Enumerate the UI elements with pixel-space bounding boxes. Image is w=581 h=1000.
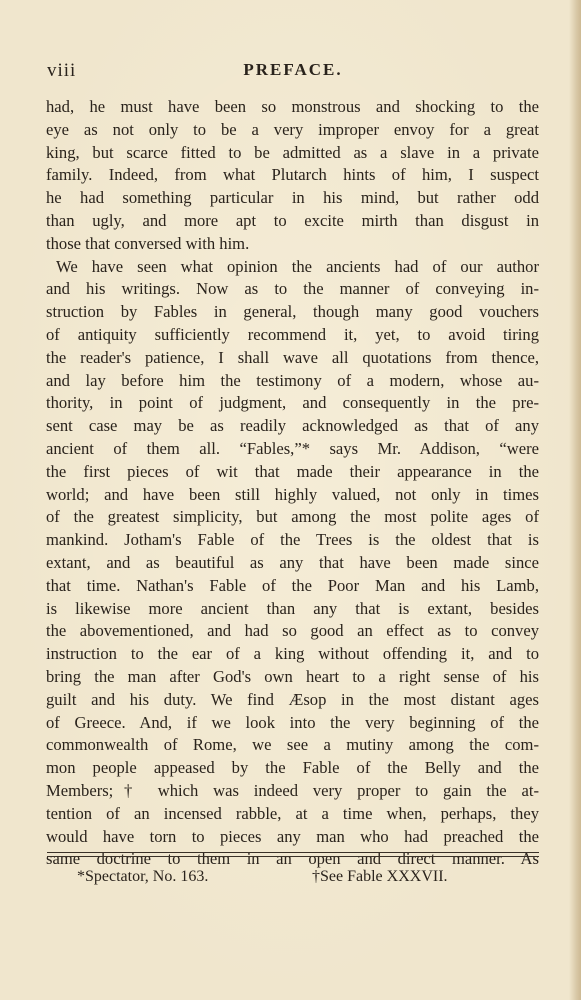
body-text <box>46 96 539 871</box>
paragraph <box>46 256 539 872</box>
text-line: he had something particular in his mind, but rather odd <box>46 188 539 208</box>
text-line: king, but scarce fitted to be admitted as a slave in a private <box>46 142 539 162</box>
text-line: Members;† which was indeed very proper to gain the at- <box>46 780 539 800</box>
text-line: same doctrine to them in an open and direct manner. As <box>46 849 539 869</box>
text-line: eye as not only to be a very improper envoy for a great <box>46 119 539 139</box>
text-line: of Greece. And, if we look into the very beginning of the <box>46 712 539 732</box>
text-line: and lay before him the testimony of a modern, whose au- <box>46 370 539 390</box>
page-header <box>47 60 539 86</box>
text-line: would have torn to pieces any man who had preached the <box>46 826 539 846</box>
text-line: ancient of them all. “Fables,”* says Mr. Addison, “were <box>46 438 539 458</box>
text-line: sent case may be as readily acknowledged as that of any <box>46 416 539 436</box>
text-line: struction by Fables in general, though many good vouchers <box>46 302 539 322</box>
page-number: viii <box>47 60 77 81</box>
text-line: We have seen what opinion the ancients had of our author <box>56 256 539 276</box>
text-line: and his writings. Now as to the manner of conveying in- <box>46 279 539 299</box>
text-line: tention of an incensed rabble, at a time when, perhaps, they <box>46 803 539 823</box>
text-line: the first pieces of wit that made their appearance in the <box>46 461 539 481</box>
text-line: than ugly, and more apt to excite mirth than disgust in <box>46 210 539 230</box>
text-line: of antiquity sufficiently recommend it, yet, to avoid tiring <box>46 324 539 344</box>
text-line: is likewise more ancient than any that is extant, besides <box>46 598 539 618</box>
text-line: instruction to the ear of a king without offending it, and to <box>46 644 539 664</box>
text-line: thority, in point of judgment, and consequently in the pre- <box>46 393 539 413</box>
text-line: family. Indeed, from what Plutarch hints of him, I suspect <box>46 165 539 185</box>
footnote-spectator: *Spectator, No. 163. <box>77 868 209 885</box>
text-line: the abovementioned, and had so good an effect as to convey <box>46 621 539 641</box>
running-head: PREFACE. <box>243 60 343 79</box>
footnote-rule-top <box>47 852 539 853</box>
footnote-rule-bottom <box>47 856 539 857</box>
text-line: world; and have been still highly valued, not only in times <box>46 484 539 504</box>
text-line: bring the man after God's own heart to a right sense of his <box>46 666 539 686</box>
text-line: those that conversed with him. <box>46 233 250 253</box>
text-line: mankind. Jotham's Fable of the Trees is the oldest that is <box>46 530 539 550</box>
text-line: extant, and as beautiful as any that have been made since <box>46 552 539 572</box>
text-line: that time. Nathan's Fable of the Poor Man and his Lamb, <box>46 575 539 595</box>
text-line: mon people appeased by the Fable of the Belly and the <box>46 758 539 778</box>
paragraph <box>46 96 539 256</box>
text-line: the reader's patience, I shall wave all quotations from thence, <box>46 347 539 367</box>
text-line: guilt and his duty. We find Æsop in the most distant ages <box>46 689 539 709</box>
page-edge-shadow <box>569 0 581 1000</box>
text-line: had, he must have been so monstrous and shocking to the <box>46 97 539 116</box>
footnote-fable-reference: †See Fable XXXVII. <box>312 868 448 885</box>
text-line: of the greatest simplicity, but among the most polite ages of <box>46 507 539 527</box>
text-line: commonwealth of Rome, we see a mutiny among the com- <box>46 735 539 755</box>
